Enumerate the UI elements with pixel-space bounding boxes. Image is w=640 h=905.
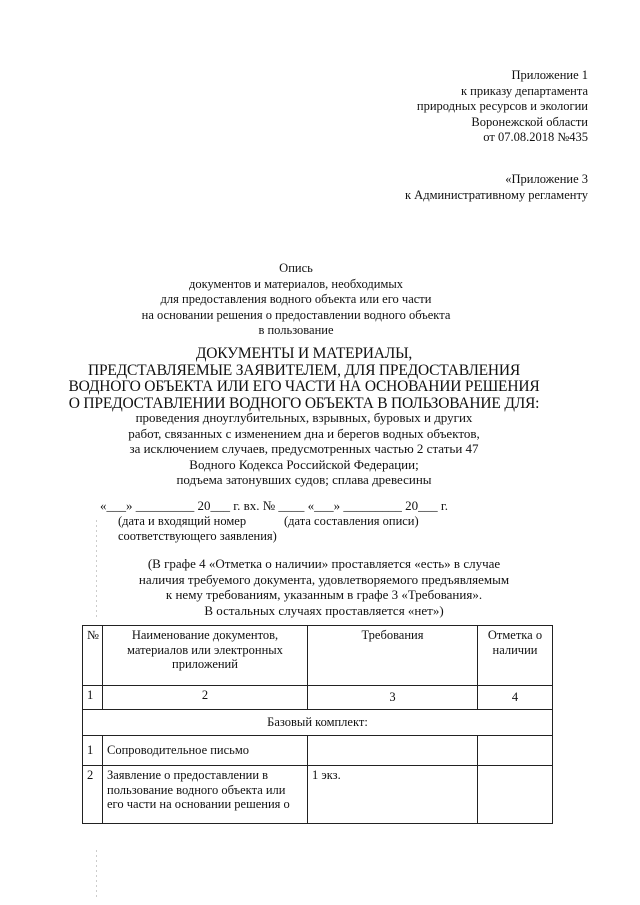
- header-requirements: Требования: [308, 626, 478, 686]
- table-header-row: [83, 626, 553, 686]
- header-num: №: [83, 626, 103, 686]
- section-heading: [0, 346, 624, 412]
- header-name: Наименование документов, материалов или электронных приложений: [103, 626, 308, 686]
- annex-1-block: [417, 68, 588, 146]
- section-row: [83, 710, 553, 736]
- row-name: Заявление о предоставлении в пользование водного объекта или его части на основании решения о: [103, 766, 308, 824]
- header-mark: Отметка о наличии: [478, 626, 553, 686]
- purpose-line: за исключением случаев, предусмотренных частью 2 статьи 47: [129, 441, 479, 456]
- heading-line: ПРЕДСТАВЛЯЕМЫЕ ЗАЯВИТЕЛЕМ, ДЛЯ ПРЕДОСТАВЛЕНИЯ: [87, 361, 521, 379]
- row-num: 1: [83, 736, 103, 766]
- row-requirements: [308, 736, 478, 766]
- annex-1-line: от 07.08.2018 №435: [483, 130, 588, 144]
- row-name: Сопроводительное письмо: [103, 736, 308, 766]
- title-line: Опись: [279, 261, 313, 275]
- date-label-left-2: соответствующего заявления): [118, 529, 277, 543]
- purpose-block: [0, 410, 624, 488]
- section-label: Базовый комплект:: [83, 710, 553, 736]
- table-row: [83, 736, 553, 766]
- annex-1-line: природных ресурсов и экологии: [416, 99, 588, 113]
- document-title: [0, 261, 616, 339]
- date-label-right: (дата составления описи): [284, 514, 419, 528]
- annex-1-line: Приложение 1: [511, 68, 588, 82]
- annex-1-line: Воронежской области: [471, 114, 588, 129]
- heading-line: ДОКУМЕНТЫ И МАТЕРИАЛЫ,: [195, 345, 413, 362]
- documents-table: [82, 625, 553, 824]
- table-row: [83, 766, 553, 824]
- heading-line: О ПРЕДОСТАВЛЕНИИ ВОДНОГО ОБЪЕКТА В ПОЛЬЗОВАНИЕ ДЛЯ:: [68, 394, 540, 412]
- date-line: «___» _________ 20___ г. вх. № ____ «___» _________ 20___ г.: [100, 498, 449, 513]
- purpose-line: работ, связанных с изменением дна и берегов водных объектов,: [128, 425, 480, 441]
- column-number-row: [83, 686, 553, 710]
- note-block: [4, 556, 640, 618]
- note-line: к нему требованиям, указанным в графе 3 «Требования».: [165, 587, 483, 602]
- title-line: документов и материалов, необходимых: [188, 276, 404, 291]
- title-line: для предоставления водного объекта или его части: [160, 292, 432, 306]
- col-number: 4: [478, 686, 553, 710]
- row-num: 2: [83, 766, 103, 824]
- note-line: наличия требуемого документа, удовлетворяемого предъявляемым: [138, 571, 510, 587]
- purpose-line: проведения дноуглубительных, взрывных, буровых и других: [135, 410, 473, 425]
- purpose-line: Водного Кодекса Российской Федерации;: [189, 456, 419, 472]
- title-line: на основании решения о предоставлении водного объекта: [141, 307, 451, 322]
- col-number: 1: [83, 686, 103, 710]
- heading-line: ВОДНОГО ОБЪЕКТА ИЛИ ЕГО ЧАСТИ НА ОСНОВАНИИ РЕШЕНИЯ: [68, 378, 540, 395]
- note-line: (В графе 4 «Отметка о наличии» проставляется «есть» в случае: [147, 556, 501, 571]
- date-label-left-1: (дата и входящий номер: [118, 514, 247, 528]
- purpose-line: подъема затонувших судов; сплава древесины: [176, 472, 432, 487]
- note-line: В остальных случаях проставляется «нет»): [204, 602, 444, 618]
- annex-3-line: к Административному регламенту: [404, 187, 588, 202]
- annex-3-line: «Приложение 3: [505, 172, 588, 186]
- row-mark: [478, 736, 553, 766]
- row-mark: [478, 766, 553, 824]
- scan-artifact-line: [96, 850, 97, 900]
- annex-1-line: к приказу департамента: [460, 83, 588, 98]
- row-requirements: 1 экз.: [308, 766, 478, 824]
- col-number: 2: [103, 686, 308, 710]
- col-number: 3: [308, 686, 478, 710]
- annex-3-block: [405, 172, 588, 203]
- title-line: в пользование: [258, 323, 334, 337]
